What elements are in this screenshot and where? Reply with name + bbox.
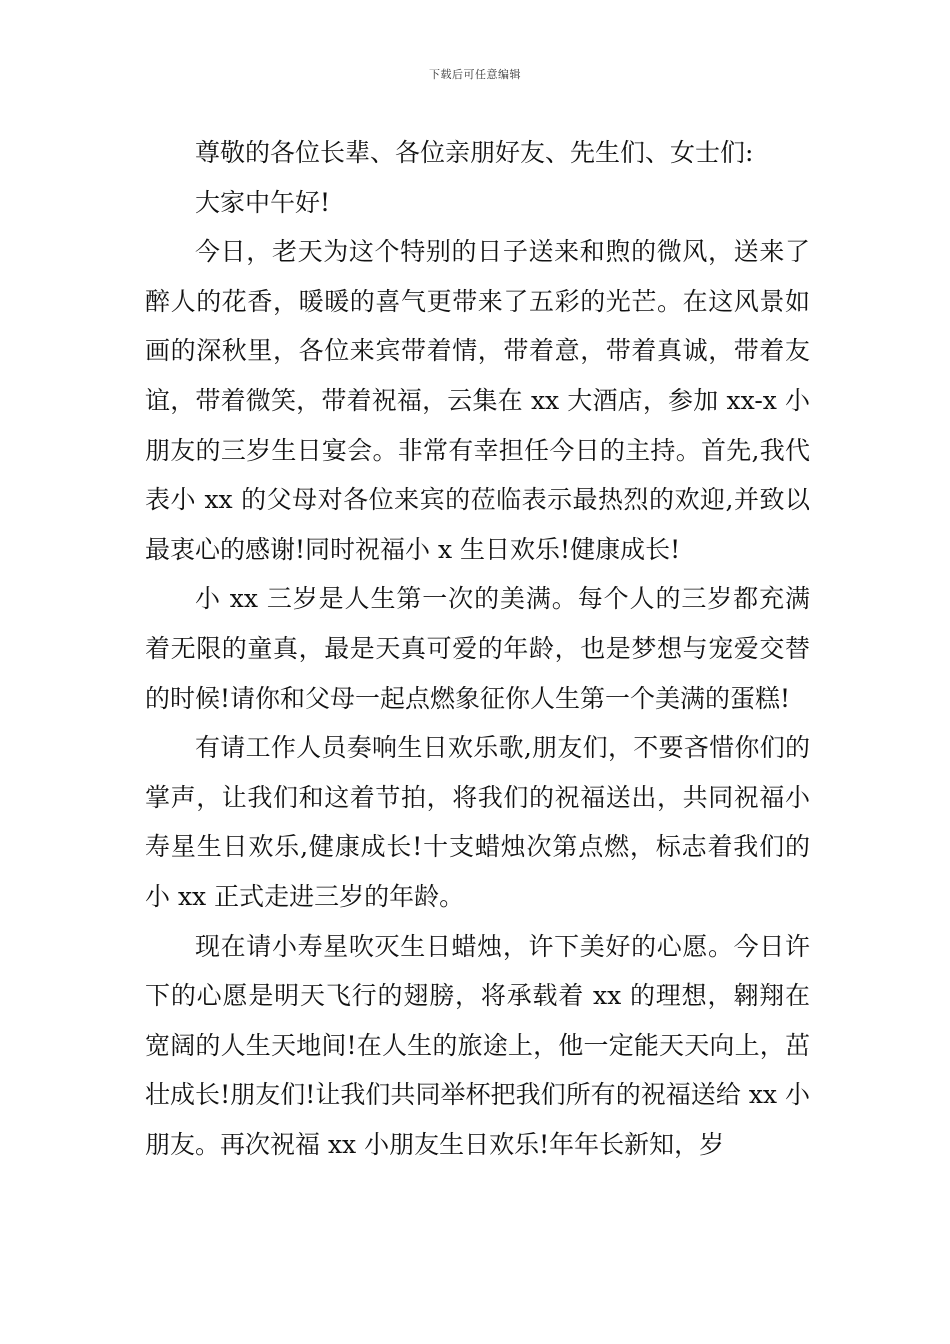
body-paragraph: 小 xx 三岁是人生第一次的美满。每个人的三岁都充满着无限的童真，最是天真可爱的年龄，也是梦想与宠爱交替的时候!请你和父母一起点燃象征你人生第一个美满的蛋糕!: [145, 584, 810, 713]
body-paragraph: 现在请小寿星吹灭生日蜡烛，许下美好的心愿。今日许下的心愿是明天飞行的翅膀，将承载着 xx 的理想，翱翔在宽阔的人生天地间!在人生的旅途上，他一定能天天向上，茁壮成长!朋友们!让我们共同举杯把我们所有的祝福送给 xx 小朋友。再次祝福 xx 小朋友生日欢乐!年年长新知，岁: [145, 931, 810, 1159]
body-paragraph: 有请工作人员奏响生日欢乐歌,朋友们，不要吝惜你们的掌声，让我们和这着节拍，将我们的祝福送出，共同祝福小寿星生日欢乐,健康成长!十支蜡烛次第点燃，标志着我们的小 xx 正式走进三岁的年龄。: [145, 733, 810, 911]
greeting-paragraph: 大家中午好!: [195, 187, 331, 217]
page-header-note: 下载后可任意编辑: [429, 68, 521, 81]
document-body: [145, 128, 810, 1169]
salutation-paragraph: 尊敬的各位长辈、各位亲朋好友、先生们、女士们:: [195, 138, 754, 167]
body-paragraph: 今日，老天为这个特别的日子送来和煦的微风，送来了醉人的花香，暖暖的喜气更带来了五彩的光芒。在这风景如画的深秋里，各位来宾带着情，带着意，带着真诚，带着友谊，带着微笑，带着祝福，云集在 xx 大酒店，参加 xx-x 小朋友的三岁生日宴会。非常有幸担任今日的主持。首先,我代表小 xx 的父母对各位来宾的莅临表示最热烈的欢迎,并致以最衷心的感谢!同时祝福小 x 生日欢乐!健康成长!: [145, 237, 810, 564]
